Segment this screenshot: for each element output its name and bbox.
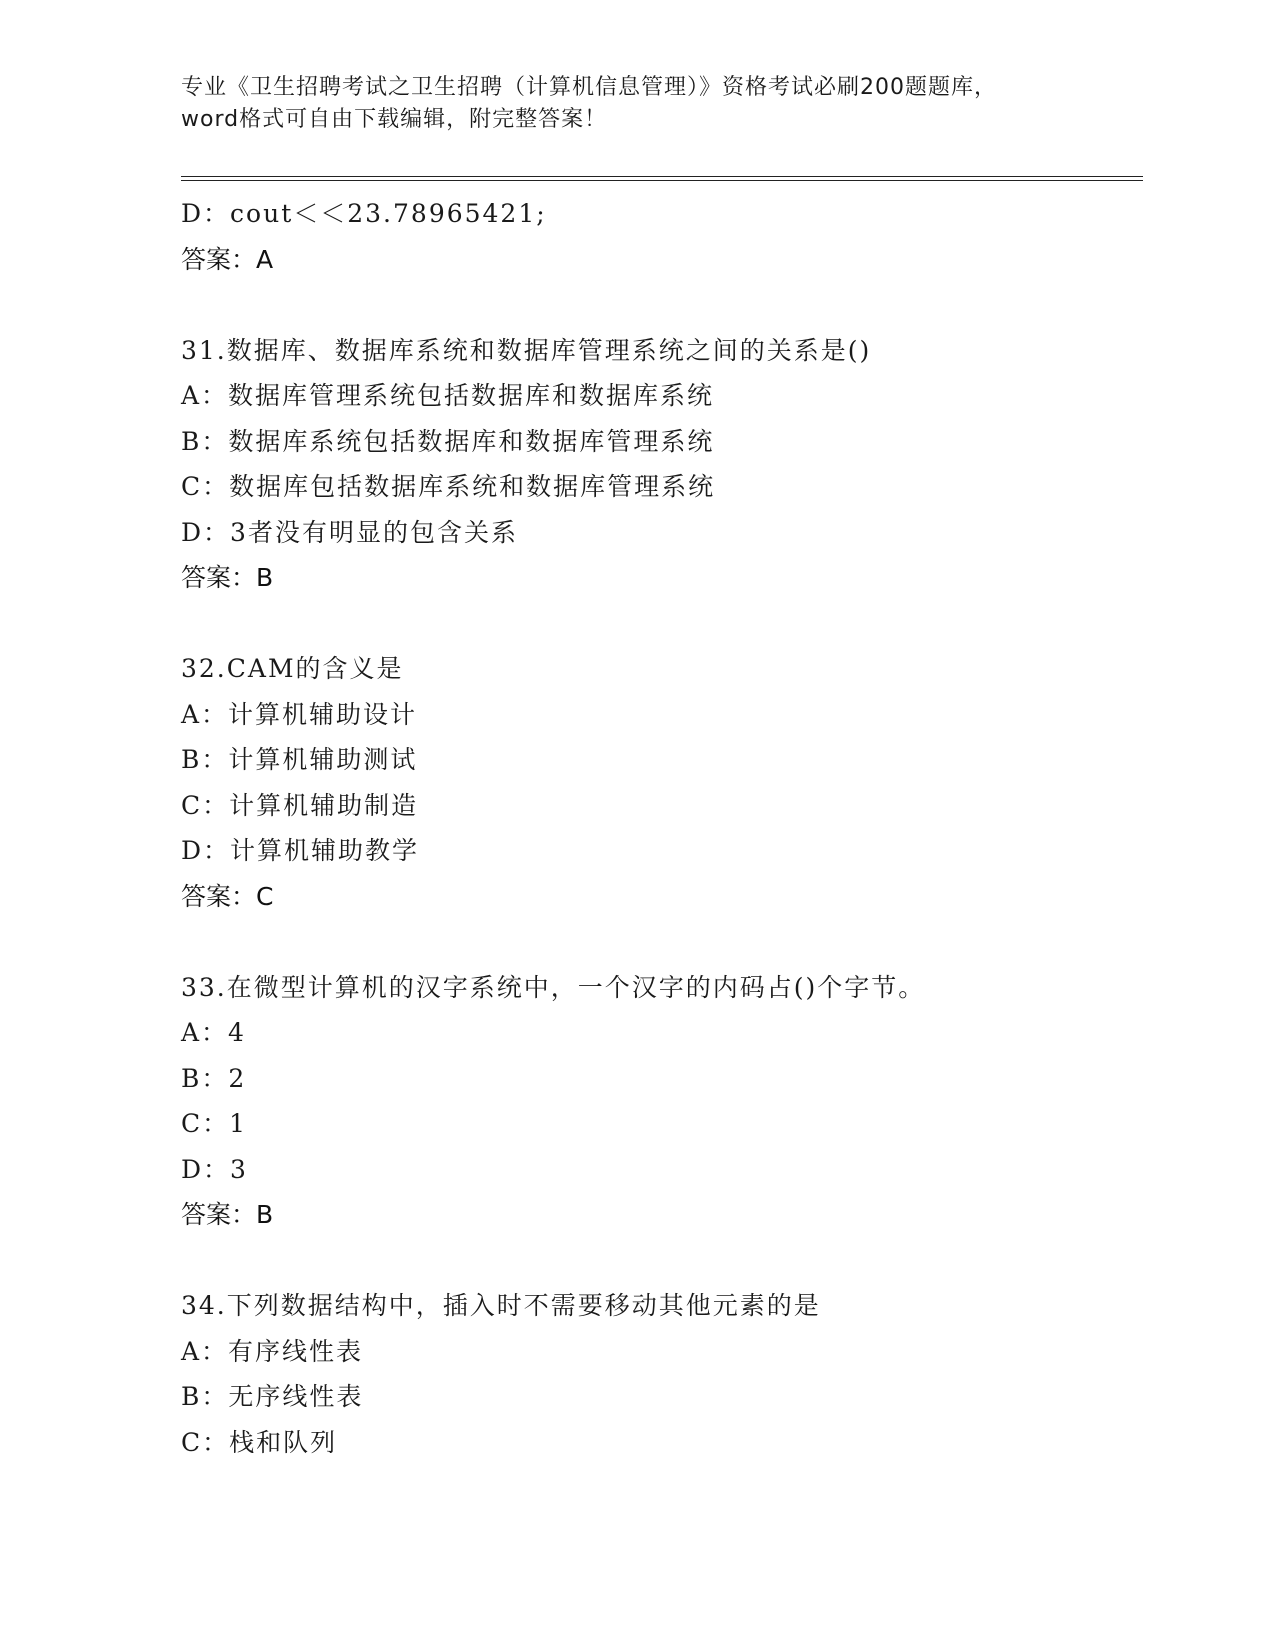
answer: 答案：B	[181, 563, 274, 592]
header-double-rule	[181, 176, 1143, 181]
option-c: C：1	[181, 1109, 248, 1138]
option-a: A：有序线性表	[181, 1336, 364, 1366]
spacer	[181, 1238, 1141, 1284]
answer: 答案：B	[181, 1200, 274, 1229]
question-stem: 34.下列数据结构中，插入时不需要移动其他元素的是	[181, 1291, 821, 1320]
header-title-line-2: word格式可自由下载编辑，附完整答案！	[181, 107, 608, 132]
option-a: A：数据库管理系统包括数据库和数据库系统	[181, 381, 715, 410]
spacer	[181, 282, 1141, 328]
question-stem: 32.CAM的含义是	[181, 654, 404, 683]
option-a: A：计算机辅助设计	[181, 699, 418, 729]
question-stem: 31.数据库、数据库系统和数据库管理系统之间的关系是()	[181, 335, 872, 365]
option-b: B：计算机辅助测试	[181, 745, 418, 774]
spacer	[181, 601, 1141, 647]
option-c: C：栈和队列	[181, 1427, 338, 1457]
option-d: D：cout＜＜23.78965421;	[181, 199, 547, 228]
document-header	[181, 72, 1141, 136]
option-c: C：计算机辅助制造	[181, 790, 419, 820]
option-d: D：3者没有明显的包含关系	[181, 517, 518, 547]
question-31	[181, 328, 1141, 601]
question-34	[181, 1283, 1141, 1465]
answer: 答案：A	[181, 244, 274, 274]
option-a: A：4	[181, 1018, 246, 1047]
question-33	[181, 965, 1141, 1238]
option-d: D：3	[181, 1154, 248, 1184]
header-title-line-1: 专业《卫生招聘考试之卫生招聘（计算机信息管理）》资格考试必刷200题题库，	[181, 75, 997, 100]
option-b: B：无序线性表	[181, 1382, 364, 1411]
option-b: B：2	[181, 1063, 247, 1093]
answer: 答案：C	[181, 881, 274, 911]
option-d: D：计算机辅助教学	[181, 836, 420, 865]
spacer	[181, 919, 1141, 965]
question-list	[181, 191, 1141, 1465]
option-b: B：数据库系统包括数据库和数据库管理系统	[181, 426, 715, 456]
question-32	[181, 646, 1141, 919]
question-stem: 33.在微型计算机的汉字系统中，一个汉字的内码占()个字节。	[181, 972, 926, 1002]
option-c: C：数据库包括数据库系统和数据库管理系统	[181, 472, 716, 501]
